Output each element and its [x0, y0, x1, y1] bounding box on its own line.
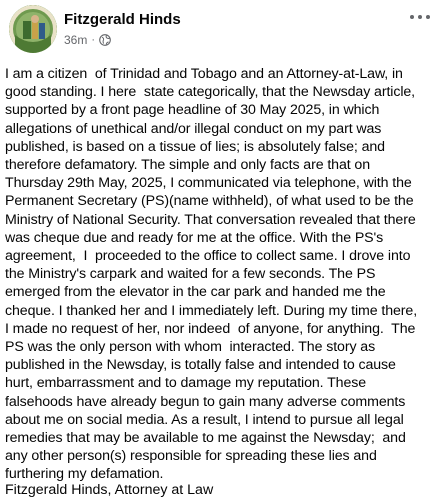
author-name[interactable]: Fitzgerald Hinds	[64, 11, 181, 28]
more-dot	[410, 15, 414, 19]
more-options-icon[interactable]	[405, 7, 435, 27]
post-timestamp[interactable]: 36m	[64, 33, 88, 47]
post-body-text: I am a citizen of Trinidad and Tobago and an Attorney-at-Law, in good standing. I here state categorically, that the Newsday article, supported by a front page headline of 30 May 2025, in which allegations of unethical and/or illegal conduct on my part was published, is based on a tissue of lies; is absolutely false; and therefore defamatory. The simple and only facts are that on Thursday 29th May, 2025, I communicated via telephone, with the Permanent Secretary (PS)(name withheld), of what used to be the Ministry of National Security. That conversation revealed that there was cheque due and ready for me at the office. With the PS's agreement, I proceeded to the office to collect same. I drove into the Ministry's carpark and waited for a few seconds. The PS emerged from the elevator in the car park and handed me the cheque. I thanked her and I immediately left. During my time there, I made no request of her, nor indeed of anyone, for anything. The PS was the only person with whom interacted. The story as published in the Newsday, is totally false and intended to cause hurt, embarrassment and to damage my reputation. These falsehoods have already begun to gain many adverse comments about me on social media. As a result, I intend to pursue all legal remedies that may be available to me against the Newsday; and any other person(s) responsible for spreading these lies and furthering my defamation.	[5, 66, 418, 483]
globe-icon[interactable]	[99, 34, 111, 46]
post-meta	[64, 33, 111, 47]
more-dot	[418, 15, 422, 19]
post-signature: Fitzgerald Hinds, Attorney at Law	[5, 482, 214, 498]
post-header	[9, 5, 439, 55]
avatar[interactable]	[9, 5, 57, 53]
avatar-image	[9, 5, 57, 53]
more-dot	[426, 15, 430, 19]
meta-separator: ·	[91, 34, 96, 46]
